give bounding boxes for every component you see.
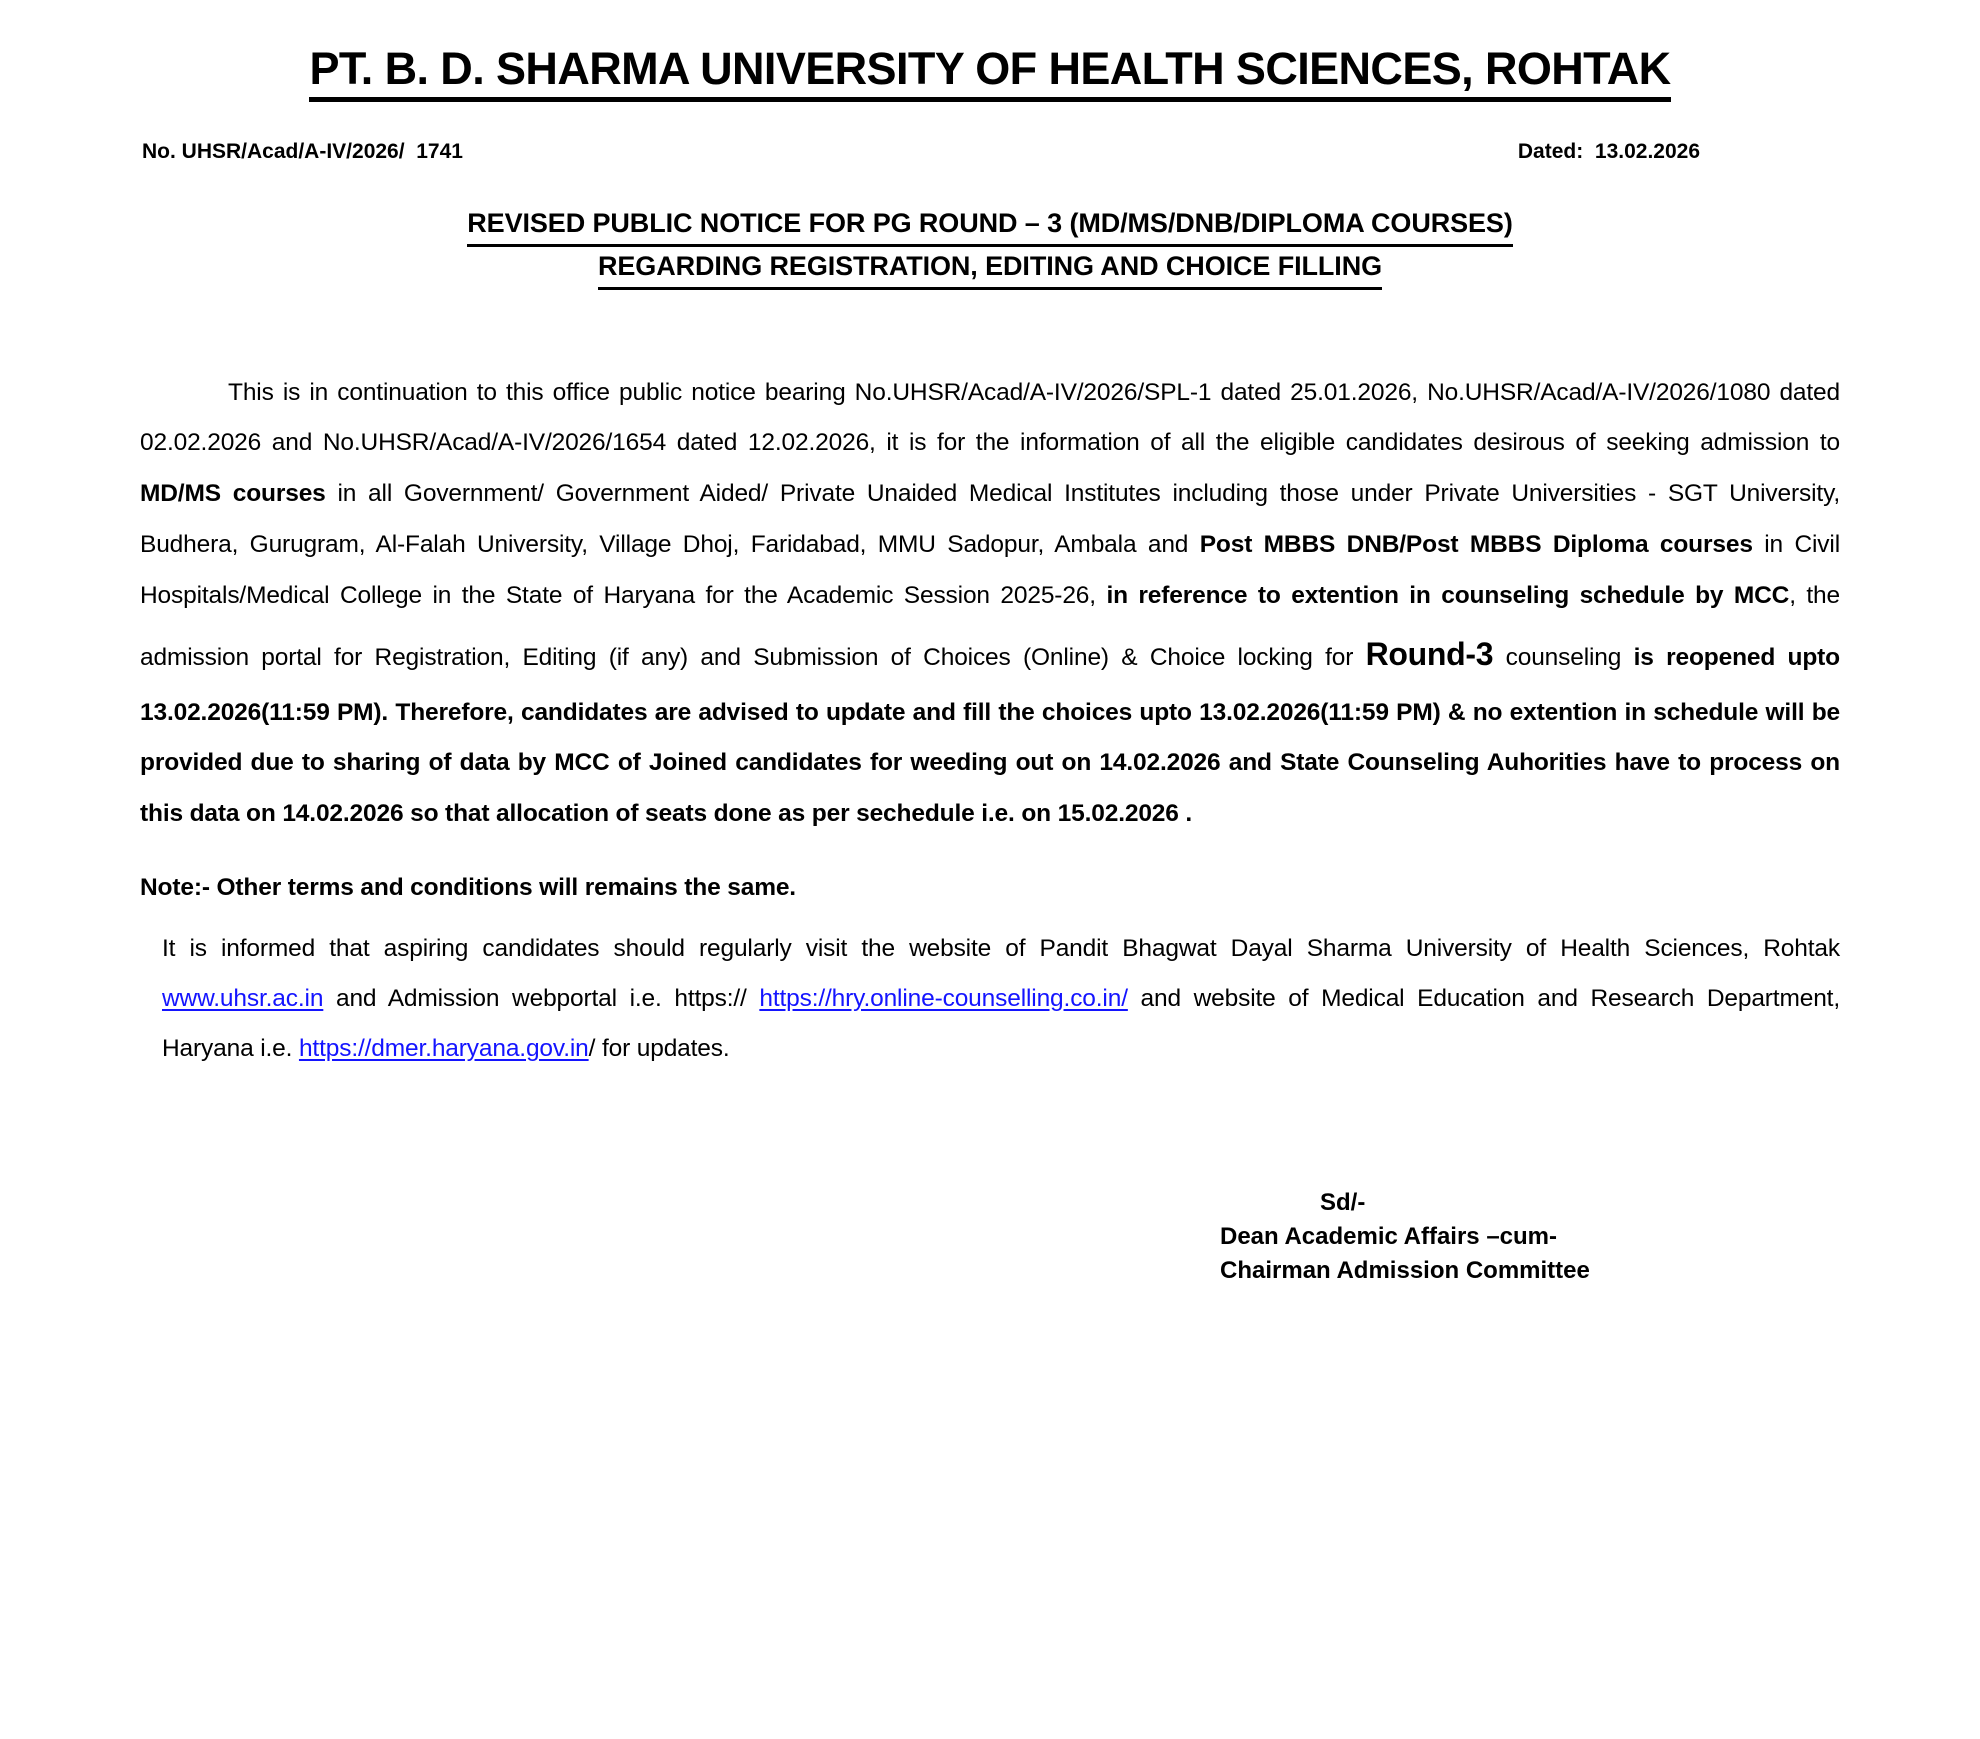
- body-segment-9: counseling: [1493, 644, 1634, 672]
- body-segment-5: in Civil Hospitals/Medical College in the State of Haryana for the Academic Session 2025-26,: [140, 530, 1840, 609]
- body-segment-10-bold: is reopened upto 13.02.2026(11:59 PM). Therefore, candidates are advised to update and fill the choices upto 13.02.2026(11:59 PM) & no extention in schedule will be provided due to sharing of data by MCC of Joined candidates for weeding out on 14.02.2026 and State Counseling Auhorities have to process on this data on 14.02.2026 so that allocation of seats done as per sechedule i.e. on 15.02.2026 .: [140, 644, 1840, 827]
- notice-heading-line-2: [140, 247, 1840, 290]
- notice-heading: [140, 204, 1840, 290]
- website-paragraph: [140, 924, 1840, 1075]
- page-title: [140, 0, 1840, 102]
- body-segment-4-bold: Post MBBS DNB/Post MBBS Diploma courses: [1199, 530, 1753, 558]
- body-paragraph: [140, 368, 1840, 840]
- reference-number: No. UHSR/Acad/A-IV/2026/ 1741: [142, 139, 463, 163]
- body-segment-7: , the admission portal for Registration, Editing (if any) and Submission of Choices (Online) & Choice locking for: [140, 581, 1840, 672]
- body-segment-6-bold: in reference to extention in counseling schedule by MCC: [1106, 581, 1790, 609]
- website-text-part-3: and website of Medical Education and Research Department, Haryana i.e.: [162, 984, 1840, 1063]
- document-date: Dated: 13.02.2026: [1517, 139, 1700, 163]
- notice-heading-line-1-text: REVISED PUBLIC NOTICE FOR PG ROUND – 3 (MD/MS/DNB/DIPLOMA COURSES): [467, 204, 1512, 247]
- notice-heading-line-2-text: REGARDING REGISTRATION, EDITING AND CHOICE FILLING: [598, 247, 1382, 290]
- body-segment-2-bold: MD/MS courses: [140, 480, 326, 508]
- signature-block: [140, 1186, 1840, 1288]
- reference-row: [140, 140, 1840, 164]
- page-title-text: PT. B. D. SHARMA UNIVERSITY OF HEALTH SCIENCES, ROHTAK: [309, 44, 1670, 102]
- website-text-part-2: and Admission webportal i.e. https://: [323, 984, 760, 1012]
- website-text-part-1: It is informed that aspiring candidates should regularly visit the website of Pandit Bhagwat Dayal Sharma University of Health Sciences, Rohtak: [162, 934, 1840, 962]
- notice-body: [140, 368, 1840, 840]
- signature-designation-line-1: Dean Academic Affairs –cum-: [1220, 1223, 1558, 1251]
- body-segment-3: in all Government/ Government Aided/ Private Unaided Medical Institutes including those under Private Universities - SGT University, Budhera, Gurugram, Al-Falah University, Village Dhoj, Faridabad, MMU Sadopur, Ambala and: [140, 480, 1841, 558]
- link-uhsr-website[interactable]: www.uhsr.ac.in: [162, 984, 324, 1012]
- link-hry-online-counselling[interactable]: https://hry.online-counselling.co.in/: [759, 984, 1128, 1012]
- website-text-part-4: / for updates.: [588, 1035, 730, 1063]
- signature-sd: Sd/-: [1320, 1189, 1366, 1217]
- note-text: Note:- Other terms and conditions will remains the same.: [140, 873, 796, 901]
- notice-heading-line-1: [140, 204, 1840, 247]
- round-3-emphasis: Round-3: [1365, 636, 1494, 673]
- body-segment-1: This is in continuation to this office public notice bearing No.UHSR/Acad/A-IV/2026/SPL-1 dated 25.01.2026, No.UHSR/Acad/A-IV/2026/1080 dated 02.02.2026 and No.UHSR/Acad/A-IV/2026/1654 dated 12.02.2026, it is for the information of all the eligible candidates desirous of seeking admission to: [140, 378, 1840, 457]
- signature-designation-line-2: Chairman Admission Committee: [1220, 1257, 1590, 1285]
- link-dmer-haryana[interactable]: https://dmer.haryana.gov.in: [298, 1035, 589, 1063]
